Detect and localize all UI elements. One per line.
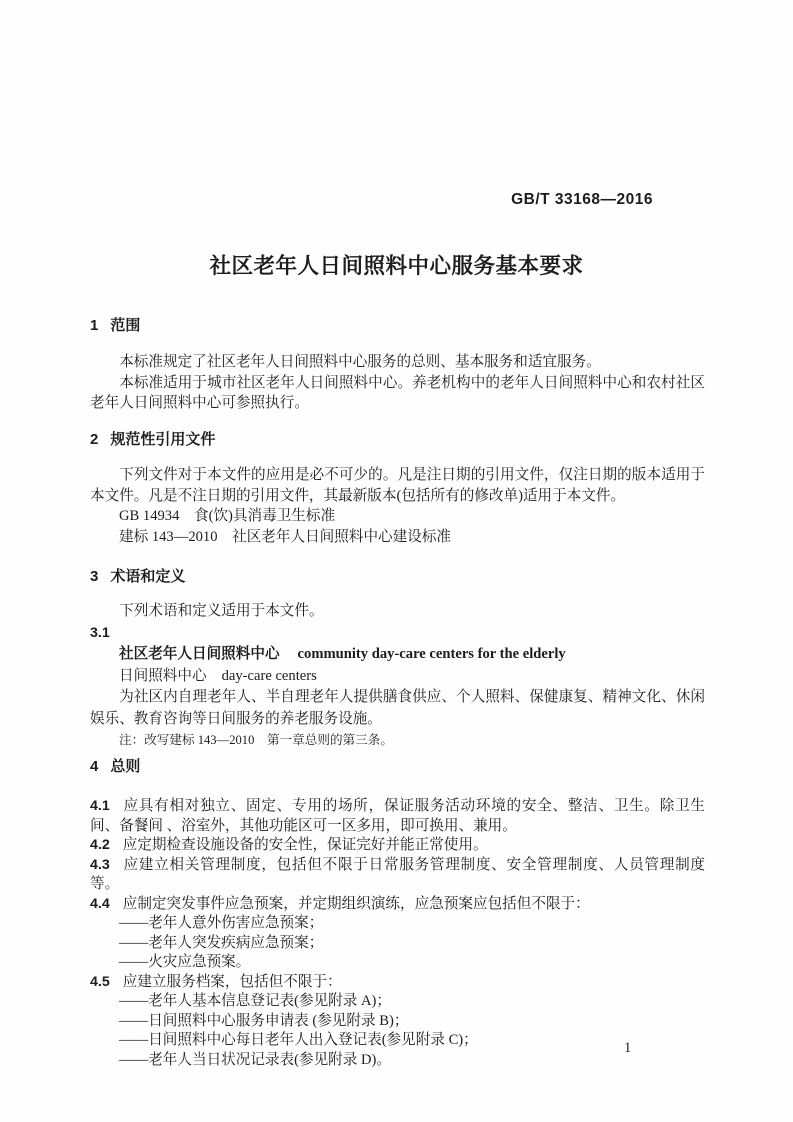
scope-paragraph-2: 本标准适用于城市社区老年人日间照料中心。养老机构中的老年人日间照料中心和农村社区老年人日间照料中心可参照执行。 [90,374,705,411]
section-2-body [90,465,705,547]
clause-number: 4.5 [90,973,110,990]
list-item: ——日间照料中心每日老年人出入登记表(参见附录 C)； [119,1032,478,1048]
section-1-number: 1 [90,317,99,334]
section-1-heading [90,314,140,335]
section-2-heading [90,428,215,449]
list-item: ——老年人基本信息登记表(参见附录 A)； [119,993,392,1009]
section-1-label: 范围 [110,317,141,334]
section-4-number: 4 [90,758,99,775]
term-chinese: 社区老年人日间照料中心 [119,646,280,662]
section-3-body [90,601,705,752]
standard-code: GB/T 33168—2016 [511,191,653,208]
section-4-heading [90,755,140,776]
references-intro-paragraph: 下列文件对于本文件的应用是必不可少的。凡是注日期的引用文件，仅注日期的版本适用于本文件。凡是不注日期的引用文件，其最新版本(包括所有的修改单)适用于本文件。 [90,467,705,504]
document-title: 社区老年人日间照料中心服务基本要求 [209,254,584,278]
clause-number: 4.1 [90,798,110,814]
reference-item: 建标 143—2010 社区老年人日间照料中心建设标准 [119,528,452,545]
term-definition-line [90,644,705,666]
section-4-label: 总则 [110,758,141,775]
section-4-body [90,797,705,1070]
terms-intro: 下列术语和定义适用于本文件。 [119,603,324,619]
synonym-chinese: 日间照料中心 [119,667,207,684]
clause-4-4 [90,895,705,915]
clause-4-2 [90,836,705,856]
section-2-number: 2 [90,431,99,448]
term-note: 注：改写建标 143—2010 第一章总则的第三条。 [119,733,393,747]
clause-4-1 [90,797,705,836]
clause-text: 应定期检查设施设备的安全性，保证完好并能正常使用。 [122,837,488,853]
clause-text: 应建立相关管理制度，包括但不限于日常服务管理制度、安全管理制度、人员管理制度等。 [90,856,705,892]
term-number: 3.1 [90,624,110,641]
scope-paragraph-1: 本标准规定了社区老年人日间照料中心服务的总则、基本服务和适宜服务。 [119,354,601,370]
section-1-body [90,352,705,414]
page-number: 1 [624,1040,632,1056]
section-3-number: 3 [90,568,99,585]
clause-text: 应建立服务档案，包括但不限于： [122,973,342,990]
list-item: ——日间照料中心服务申请表 (参见附录 B)； [119,1012,409,1029]
section-3-heading [90,565,185,586]
synonym-english: day-care centers [221,667,317,684]
clause-4-5 [90,973,705,993]
list-item: ——老年人意外伤害应急预案； [119,915,324,931]
clause-text: 应制定突发事件应急预案，并定期组织演练，应急预案应包括但不限于： [122,895,590,912]
clause-number: 4.2 [90,837,110,853]
list-item: ——老年人突发疾病应急预案； [119,934,324,951]
section-2-label: 规范性引用文件 [110,431,216,448]
term-definition-text: 为社区内自理老年人、半自理老年人提供膳食供应、个人照料、保健康复、精神文化、休闲娱乐、教育咨询等日间服务的养老服务设施。 [90,689,705,727]
list-item: ——老年人当日状况记录表(参见附录 D)。 [119,1051,392,1068]
list-item: ——火灾应急预案。 [119,954,251,970]
clause-number: 4.3 [90,856,110,873]
term-synonym-line [90,666,705,688]
term-english: community day-care centers for the elderly [297,646,566,662]
reference-item: GB 14934 食(饮)具消毒卫生标准 [119,508,336,524]
section-3-label: 术语和定义 [110,568,186,585]
clause-number: 4.4 [90,895,110,912]
clause-text: 应具有相对独立、固定、专用的场所，保证服务活动环境的安全、整洁、卫生。除卫生间、备餐间 、浴室外，其他功能区可一区多用，即可换用、兼用。 [90,798,705,834]
clause-4-3 [90,856,705,895]
